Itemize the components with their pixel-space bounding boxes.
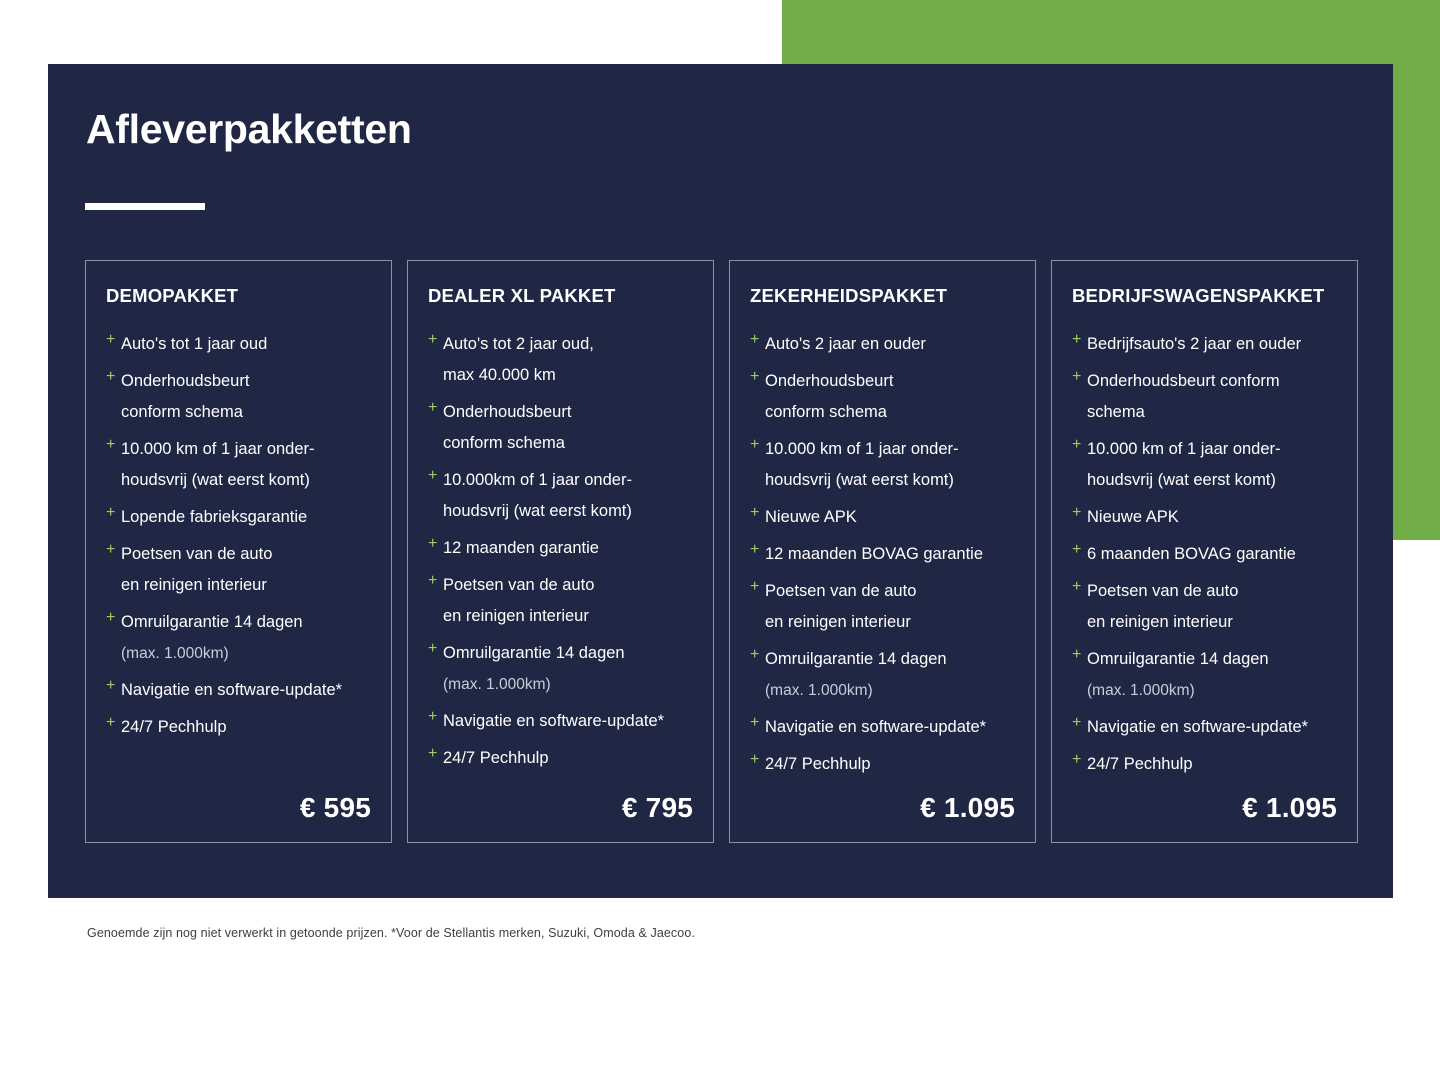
plus-icon: + xyxy=(428,535,438,552)
feature-list xyxy=(106,329,371,770)
card-title: BEDRIJFSWAGENSPAKKET xyxy=(1072,285,1325,306)
feature-label: 24/7 Pechhulp xyxy=(765,755,871,773)
plus-icon: + xyxy=(428,708,438,725)
card-title: DEMOPAKKET xyxy=(106,285,239,306)
feature-label: Auto's 2 jaar en ouder xyxy=(765,335,926,353)
plus-icon: + xyxy=(1072,368,1082,385)
plus-icon: + xyxy=(106,436,116,453)
plus-icon: + xyxy=(106,368,116,385)
package-cards xyxy=(85,260,1360,843)
plus-icon: + xyxy=(750,714,760,731)
list-item xyxy=(106,434,371,496)
list-item xyxy=(428,638,693,700)
list-item xyxy=(106,607,371,669)
feature-label: Nieuwe APK xyxy=(1087,508,1179,526)
feature-label: 10.000km of 1 jaar onder- houdsvrij (wat eerst komt) xyxy=(443,471,632,520)
plus-icon: + xyxy=(1072,436,1082,453)
plus-icon: + xyxy=(106,504,116,521)
feature-label: Onderhoudsbeurt conform schema xyxy=(765,372,894,421)
feature-list xyxy=(750,329,1015,786)
feature-label: Poetsen van de auto en reinigen interieur xyxy=(121,545,273,594)
plus-icon: + xyxy=(428,572,438,589)
plus-icon: + xyxy=(106,677,116,694)
list-item xyxy=(1072,502,1337,533)
list-item xyxy=(1072,749,1337,780)
page-title: Afleverpakketten xyxy=(86,106,412,152)
plus-icon: + xyxy=(1072,646,1082,663)
plus-icon: + xyxy=(750,751,760,768)
feature-label: Bedrijfsauto's 2 jaar en ouder xyxy=(1087,335,1302,353)
plus-icon: + xyxy=(750,331,760,348)
title-underline-rule xyxy=(85,203,205,210)
plus-icon: + xyxy=(106,541,116,558)
list-item xyxy=(106,675,371,706)
plus-icon: + xyxy=(106,714,116,731)
list-item xyxy=(428,465,693,527)
list-item xyxy=(428,706,693,737)
feature-label: Navigatie en software-update* xyxy=(1087,718,1309,736)
plus-icon: + xyxy=(750,646,760,663)
list-item xyxy=(428,743,693,774)
list-item xyxy=(1072,434,1337,496)
plus-icon: + xyxy=(428,399,438,416)
feature-label: 24/7 Pechhulp xyxy=(121,718,227,736)
package-price: € 1.095 xyxy=(920,792,1015,823)
feature-list xyxy=(1072,329,1337,786)
list-item xyxy=(428,533,693,564)
plus-icon: + xyxy=(428,331,438,348)
list-item xyxy=(106,366,371,428)
list-item xyxy=(750,366,1015,428)
feature-label: 10.000 km of 1 jaar onder- houdsvrij (wat eerst komt) xyxy=(121,440,315,489)
list-item xyxy=(750,539,1015,570)
feature-label: 12 maanden BOVAG garantie xyxy=(765,545,983,563)
list-item xyxy=(1072,539,1337,570)
card-title: ZEKERHEIDSPAKKET xyxy=(750,285,948,306)
list-item xyxy=(106,712,371,743)
plus-icon: + xyxy=(428,640,438,657)
list-item xyxy=(106,539,371,601)
list-item xyxy=(750,576,1015,638)
list-item xyxy=(428,397,693,459)
feature-label: 24/7 Pechhulp xyxy=(1087,755,1193,773)
plus-icon: + xyxy=(428,745,438,762)
list-item xyxy=(1072,366,1337,428)
feature-label: Poetsen van de auto en reinigen interieur xyxy=(1087,582,1239,631)
plus-icon: + xyxy=(1072,578,1082,595)
plus-icon: + xyxy=(1072,541,1082,558)
list-item xyxy=(750,644,1015,706)
feature-label: Auto's tot 1 jaar oud xyxy=(121,335,268,353)
list-item xyxy=(106,502,371,533)
footnote: Genoemde zijn nog niet verwerkt in getoonde prijzen. *Voor de Stellantis merken, Suzuki, Omoda & Jaecoo. xyxy=(87,926,695,940)
plus-icon: + xyxy=(1072,751,1082,768)
plus-icon: + xyxy=(750,436,760,453)
list-item xyxy=(1072,712,1337,743)
list-item xyxy=(750,502,1015,533)
feature-label: Omruilgarantie 14 dagen (max. 1.000km) xyxy=(443,644,625,693)
feature-label: Onderhoudsbeurt conform schema xyxy=(121,372,250,421)
plus-icon: + xyxy=(106,609,116,626)
feature-label: Nieuwe APK xyxy=(765,508,857,526)
plus-icon: + xyxy=(750,541,760,558)
feature-label: Poetsen van de auto en reinigen interieur xyxy=(443,576,595,625)
list-item xyxy=(750,329,1015,360)
list-item xyxy=(428,329,693,391)
feature-label: Lopende fabrieksgarantie xyxy=(121,508,308,526)
feature-label: Omruilgarantie 14 dagen (max. 1.000km) xyxy=(1087,650,1269,699)
list-item xyxy=(1072,644,1337,706)
feature-label: 10.000 km of 1 jaar onder- houdsvrij (wat eerst komt) xyxy=(765,440,959,489)
feature-label: Omruilgarantie 14 dagen (max. 1.000km) xyxy=(765,650,947,699)
feature-label: 12 maanden garantie xyxy=(443,539,599,557)
package-price: € 795 xyxy=(621,792,693,823)
feature-label: Onderhoudsbeurt conform schema xyxy=(1087,372,1280,421)
list-item xyxy=(750,749,1015,780)
feature-label: Omruilgarantie 14 dagen (max. 1.000km) xyxy=(121,613,303,662)
plus-icon: + xyxy=(106,331,116,348)
feature-label: 24/7 Pechhulp xyxy=(443,749,549,767)
feature-label: Poetsen van de auto en reinigen interieur xyxy=(765,582,917,631)
plus-icon: + xyxy=(1072,714,1082,731)
plus-icon: + xyxy=(1072,504,1082,521)
feature-label: 10.000 km of 1 jaar onder- houdsvrij (wat eerst komt) xyxy=(1087,440,1281,489)
package-card-bedrijfswagenspakket xyxy=(1051,260,1358,843)
plus-icon: + xyxy=(750,504,760,521)
feature-label: Auto's tot 2 jaar oud, max 40.000 km xyxy=(443,335,594,384)
list-item xyxy=(750,434,1015,496)
list-item xyxy=(1072,329,1337,360)
list-item xyxy=(750,712,1015,743)
list-item xyxy=(106,329,371,360)
feature-list xyxy=(428,329,693,786)
feature-label: Navigatie en software-update* xyxy=(765,718,987,736)
plus-icon: + xyxy=(750,368,760,385)
feature-label: Navigatie en software-update* xyxy=(121,681,343,699)
plus-icon: + xyxy=(428,467,438,484)
plus-icon: + xyxy=(1072,331,1082,348)
package-card-demopakket xyxy=(85,260,392,843)
package-card-zekerheidspakket xyxy=(729,260,1036,843)
card-title: DEALER XL PAKKET xyxy=(428,285,616,306)
list-item xyxy=(428,570,693,632)
feature-label: Navigatie en software-update* xyxy=(443,712,665,730)
package-price: € 595 xyxy=(299,792,371,823)
plus-icon: + xyxy=(750,578,760,595)
feature-label: Onderhoudsbeurt conform schema xyxy=(443,403,572,452)
feature-label: 6 maanden BOVAG garantie xyxy=(1087,545,1296,563)
package-card-dealer-xl-pakket xyxy=(407,260,714,843)
list-item xyxy=(1072,576,1337,638)
package-price: € 1.095 xyxy=(1242,792,1337,823)
